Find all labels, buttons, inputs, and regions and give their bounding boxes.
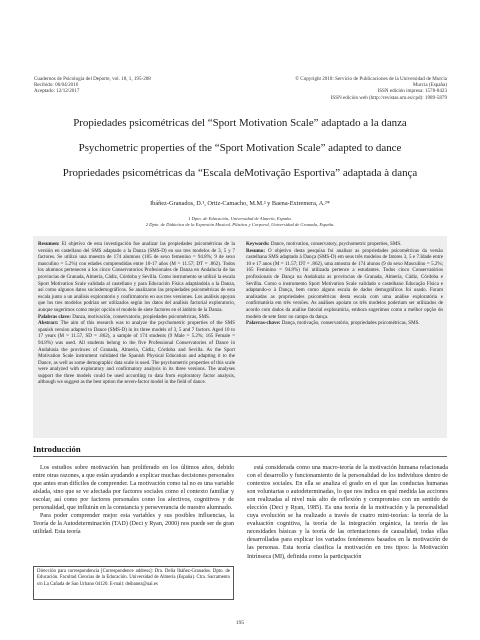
body-column-right xyxy=(247,464,448,561)
resumo-text: O objetivo desta pesquisa foi analisar as propriedades psicométricas da versão castelhana SMS adaptado à Dança (SMS-D) em seus três modelos de fatores 3, 5 e 7.Idade entre 10 e 17 anos (M = 11.57; DT = .862), uma amostra de 174 alunos (9 do sexo Masculino = 5.2%; 165 Feminino = 94.8%) foi utilizada pertence a estudantes. Todos cinco Conservatórios profissionais de Dança na Andaluzia as províncias de Granada, Almería, Cádiz, Córdoba e Sevilha. Como o instrumento Sport Motivation Scale validado o castelhano Educação Física e adaptando-o à Dança, bem como alguns escala de dados demográficos foi usado. Foram analisadas as propriedades psicométricas desta escala com uma análise exploratória e confirmatória em três versões. As análises apoiam os três modelos poderiam ser utilizados de acordo com dados da análise fatorial exploratória, embora sugerimos como a melhor opção do modelo de sete fator no campo da dança. xyxy=(246,247,443,320)
section-divider xyxy=(33,456,447,457)
journal-citation: Cuadernos de Psicología del Deporte, vol. 18, 1, 195-208 xyxy=(34,76,151,82)
journal-header-right xyxy=(237,76,447,101)
resumen-paragraph xyxy=(38,241,235,314)
body-column-left xyxy=(33,464,234,536)
palavras-label: Palavras-chave: xyxy=(246,320,281,327)
palavras-text: Dança, motivação, conservatório, propriedades psicométricas, SMS. xyxy=(280,320,420,327)
abstract-column-left xyxy=(38,241,235,386)
issn-print: ISSN edición impresa: 1578-8423 xyxy=(377,88,447,95)
resumo-label: Resumo: xyxy=(246,247,266,254)
accepted-date: Aceptado: 12/12/2017 xyxy=(34,88,80,95)
issn-web: ISSN edición web (http://revistas.um.es/cpd): 1989-5879 xyxy=(330,94,447,101)
abstract-column-right xyxy=(246,241,443,327)
received-date: Recibido: 06/04/2016 xyxy=(34,82,79,89)
resumen-text: El objetivo de esta investigación fue analizar las propiedades psicométricas de la versión en castellano del SMS adaptado a la Danza (SMS-D) en sus tres modelos de 3, 5 y 7 factores. Se utilizó una muestra de 174 alumnos (185 de sexo femenino = 94.8%; 9 de sexo masculino = 5.2%) con edades comprendidas entre 10-17 años (M = 11.57; DT = .862). Todos los alumnos pertenecen a los cinco Conservatorios Profesionales de Danza en Andalucía de las provincias de Granada, Almería, Cádiz, Córdoba y Sevilla. Como instrumento se utilizó la escala Sport Motivation Scale validada al castellano y para Educación Física adaptándola a la Danza, así como algunos datos sociodemográficos. Se analizaron las propiedades psicométricas de esta escala junto a un análisis exploratorio y confirmatorio en sus tres versiones. Los análisis apoyan que los tres modelos podrían ser utilizados según los datos del análisis factorial exploratorio, aunque sugerimos como mejor opción el modelo de siete factores en el ámbito de la Danza. xyxy=(38,241,235,313)
palavras-paragraph xyxy=(246,320,443,327)
palabras-text: Danza, motivación, conservatorio, propiedades psicométricas, SMS. xyxy=(70,313,211,320)
section-heading-introduccion: Introducción xyxy=(33,444,81,454)
body-paragraph: Para poder comprender mejor esta variables y sus posibles influencias, la Teoría de la Autodeterminación (TAD) (Deci y Ryan, 2000) nos puede ser de gran utilidad. Esta teoría xyxy=(33,513,234,536)
resumo-paragraph xyxy=(246,248,443,321)
journal-header-left xyxy=(34,76,234,95)
affiliation-1: 1 Dpto. de Educación, Universidad de Almería, España. xyxy=(188,216,292,221)
title-block xyxy=(20,116,460,191)
author-list: Ibáñez-Granados, D.¹, Ortiz-Camacho, M.M.² y Baena-Extremera, A.²* xyxy=(150,200,330,207)
palabras-label: Palabras clave: xyxy=(38,313,71,320)
abstract-paragraph xyxy=(38,320,235,386)
abstract-label: Abstract: xyxy=(38,320,59,327)
body-paragraph: Los estudios sobre motivación han proliferado en los últimos años, debido entre otras razones, a que están ayudando a explicar muchas decisiones personales que antes eran difíciles de comprender. La motivación como tal no es una variable aislada, sino que se ve afectada por factores sociales como el contexto familiar y escolar, así como por factores personales como los afectivos, cognitivos y de personalidad, que influirán en la constancia y perseverancia de nuestro alumnado. xyxy=(33,465,234,512)
copyright-line: © Copyright 2018: Servicio de Publicaciones de la Universidad de Murcia xyxy=(295,76,447,82)
title-english: Psychometric properties of the “Sport Motivation Scale” adapted to dance xyxy=(78,142,402,154)
correspondence-box: Dirección para correspondencia [Correspondence address]: Dra. Delia Ibáñez-Granados. Dpto. de Educación. Facultad Ciencias de la Educación. Universidad de Almería (España). Ctra. Sacramento s/n La Cañada de San Urbano 04120. E-mail: deibanez@ual.es xyxy=(33,566,234,600)
affiliations xyxy=(20,216,460,228)
abstract-text: The aim of this research was to analyze the psychometric properties of the SMS spanish version adapted to Dance (SMS-D) in its three models of 3, 5 and 7 factors. Aged 10 to 17 years (M = 11.57, SD = .862), a sample of 174 students (9 Male = 5.2%; 165 Female = 94.8%) was used. All students belong to the five Professional Conservatories of Dance in Andalusia the provinces of Granada, Almeria, Cádiz, Córdoba and Sevilla. As the Sport Motivation Scale instrument validated the Spanish Physical Education and adapting it to the Dance, as well as some demographic data scale is used. The psychometric properties of this scale were analyzed with exploratory and confirmatory analysis in its three versions. The analyses support the three models could be used according to data from exploratory factor analysis, although we suggest as the best option the seven-factor model in the field of dance. xyxy=(38,320,235,386)
keywords-paragraph xyxy=(246,241,443,248)
publisher-location: Murcia (España) xyxy=(412,82,447,89)
keywords-label: Keywords: xyxy=(246,241,270,247)
resumen-label: Resumen: xyxy=(38,241,60,247)
keywords-text: Dance, motivation, conservatory, psychometric properties, SMS. xyxy=(269,241,402,247)
page-number: 195 xyxy=(235,620,245,626)
affiliation-2: 2 Dpto. de Didáctica de la Expresión Musical, Plástica y Corporal, Universidad de Granada, España. xyxy=(145,222,335,227)
title-portuguese: Propriedades psicométricas da “Escala deMotivação Esportiva” adaptada à dança xyxy=(62,167,418,179)
title-spanish: Propiedades psicométricas del “Sport Motivation Scale” adaptado a la danza xyxy=(73,117,407,129)
body-paragraph: está considerada como una macro-teoría de la motivación humana relacionada con el desarrollo y funcionamiento de la personalidad de los individuos dentro de contextos sociales. En ella se analiza el grado en el que las conductas humanas son voluntarias o autodeterminadas, lo que nos indica en qué medida las acciones son realizadas al nivel más alto de reflexión y compromiso con un sentido de elección (Deci y Ryan, 1985). Es una teoría de la motivación y la personalidad cuya evolución se ha realizado a través de cuatro mini-teorías: la teoría de la evaluación cognitiva, la teoría de la integración orgánica, la teoría de las necesidades básicas y la teoría de las orientaciones de causalidad, todas ellas desarrolladas para explicar los variados fenómenos basados en la motivación de las personas. Esta teoría clasifica la motivación en tres tipos: la Motivación Intrínseca (MI), definida como la participación xyxy=(247,465,448,560)
